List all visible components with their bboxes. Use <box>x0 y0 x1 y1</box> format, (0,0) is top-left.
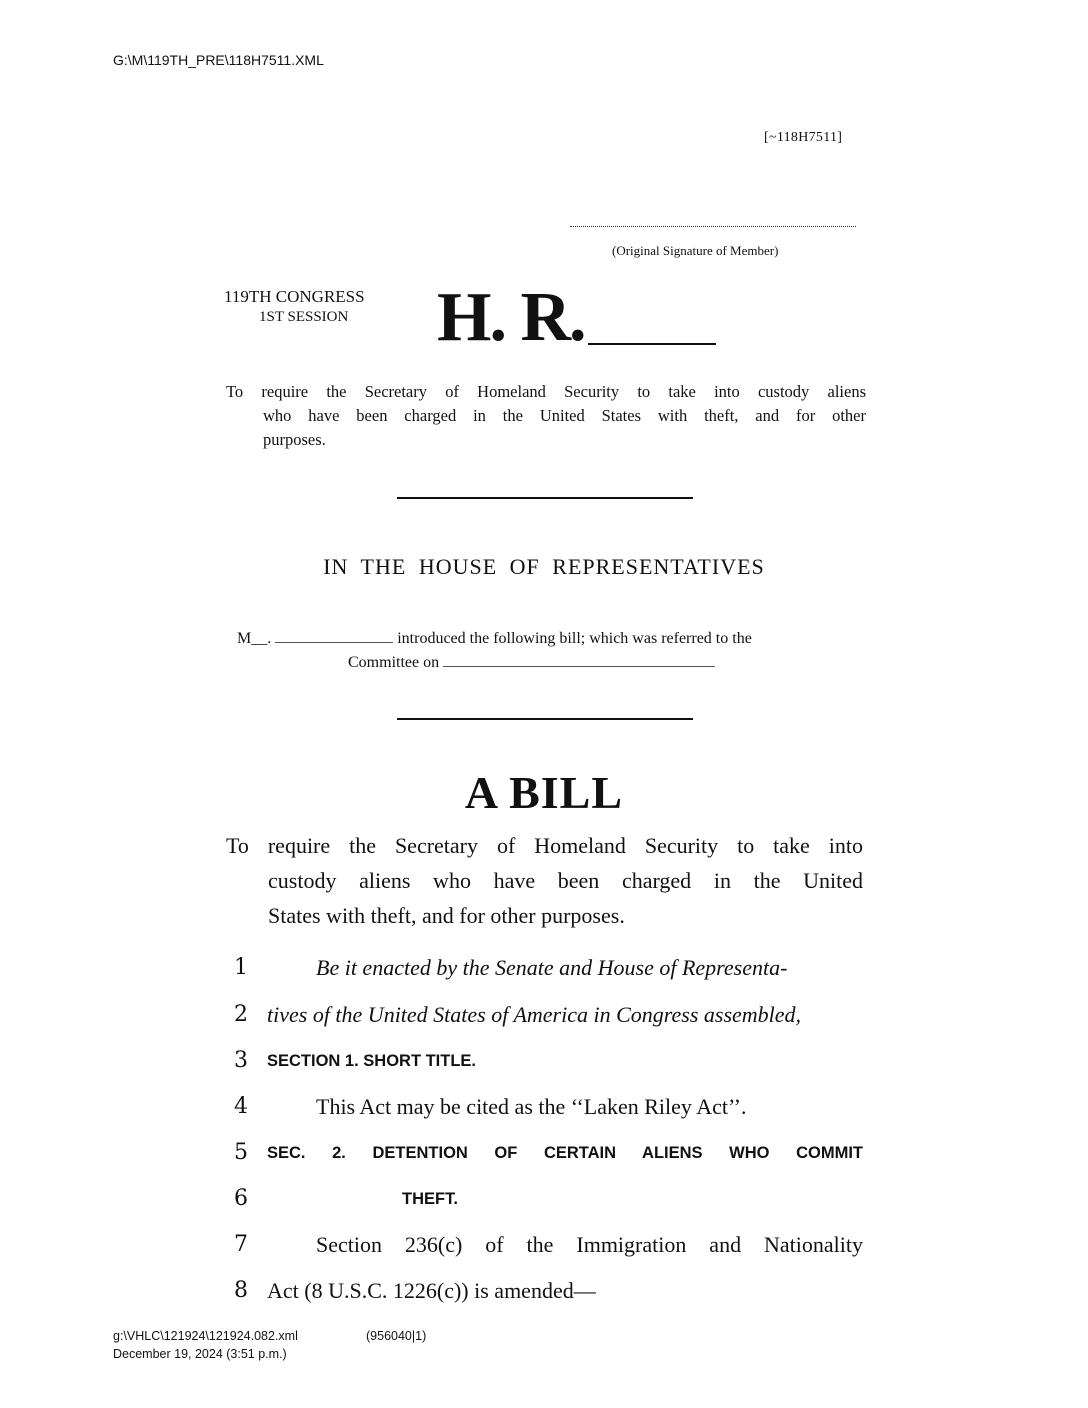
line-text: Be it enacted by the Senate and House of Representa- <box>316 955 788 980</box>
member-prefix: M__. <box>237 630 272 647</box>
signature-line <box>570 220 856 227</box>
bill-title: A BILL <box>464 767 624 818</box>
line-number: 3 <box>234 1048 248 1073</box>
footer-code: (956040|1) <box>366 1329 427 1343</box>
long-title-line: To require the Secretary of Homeland Security to take into <box>226 833 863 858</box>
line-number: 2 <box>234 1002 248 1027</box>
line-number: 6 <box>234 1186 248 1211</box>
bill-text-line <box>0 1048 1088 1084</box>
line-text: Section 236(c) of the Immigration and Nationality <box>316 1232 863 1257</box>
line-number: 1 <box>234 955 248 980</box>
summary-line: who have been charged in the United States with theft, and for other <box>263 406 866 425</box>
introduction-block <box>237 627 752 675</box>
committee-blank <box>443 654 715 667</box>
chamber-text: IN THE HOUSE OF REPRESENTATIVES <box>323 554 765 579</box>
member-name-blank <box>275 630 393 643</box>
bill-text-line <box>0 1186 1088 1222</box>
line-text: This Act may be cited as the ‘‘Laken Riley Act’’. <box>316 1094 747 1119</box>
draft-id: [~118H7511] <box>764 130 843 145</box>
line-number: 8 <box>234 1278 248 1303</box>
footer-file-path: g:\VHLC\121924\121924.082.xml <box>113 1329 298 1343</box>
bill-text-line <box>0 1232 1088 1268</box>
session-label: 1ST SESSION <box>259 309 349 325</box>
bill-summary <box>226 380 866 452</box>
footer-date: December 19, 2024 (3:51 p.m.) <box>113 1347 287 1361</box>
line-number: 4 <box>234 1094 248 1119</box>
bill-type: H. R. <box>437 279 585 356</box>
section-heading: THEFT. <box>402 1190 458 1208</box>
bill-number-blank <box>588 343 716 345</box>
bill-text-line <box>0 1002 1088 1038</box>
congress-label: 119TH CONGRESS <box>224 287 365 306</box>
line-text: tives of the United States of America in Congress assembled, <box>267 1002 802 1027</box>
file-path-header: G:\M\119TH_PRE\118H7511.XML <box>113 52 324 68</box>
bill-text-line <box>0 1094 1088 1130</box>
line-text: Act (8 U.S.C. 1226(c)) is amended— <box>267 1278 596 1303</box>
line-number: 5 <box>234 1140 248 1165</box>
long-title <box>226 828 863 933</box>
long-title-line: custody aliens who have been charged in the United <box>268 868 863 893</box>
long-title-line: States with theft, and for other purposes. <box>268 903 625 928</box>
bill-text-line <box>0 1278 1088 1314</box>
divider-rule <box>397 497 693 499</box>
bill-text-line <box>0 955 1088 991</box>
signature-label: (Original Signature of Member) <box>612 243 779 258</box>
chamber-heading <box>0 554 1088 580</box>
section-heading: SEC. 2. DETENTION OF CERTAIN ALIENS WHO COMMIT <box>267 1144 863 1162</box>
introduction-text: introduced the following bill; which was referred to the <box>397 630 752 647</box>
line-number: 7 <box>234 1232 248 1257</box>
summary-line: purposes. <box>263 430 326 449</box>
summary-line: To require the Secretary of Homeland Security to take into custody aliens <box>226 382 866 401</box>
divider-rule <box>397 718 693 720</box>
bill-text-line <box>0 1140 1088 1176</box>
committee-label: Committee on <box>348 654 440 671</box>
section-heading: SECTION 1. SHORT TITLE. <box>267 1052 477 1070</box>
